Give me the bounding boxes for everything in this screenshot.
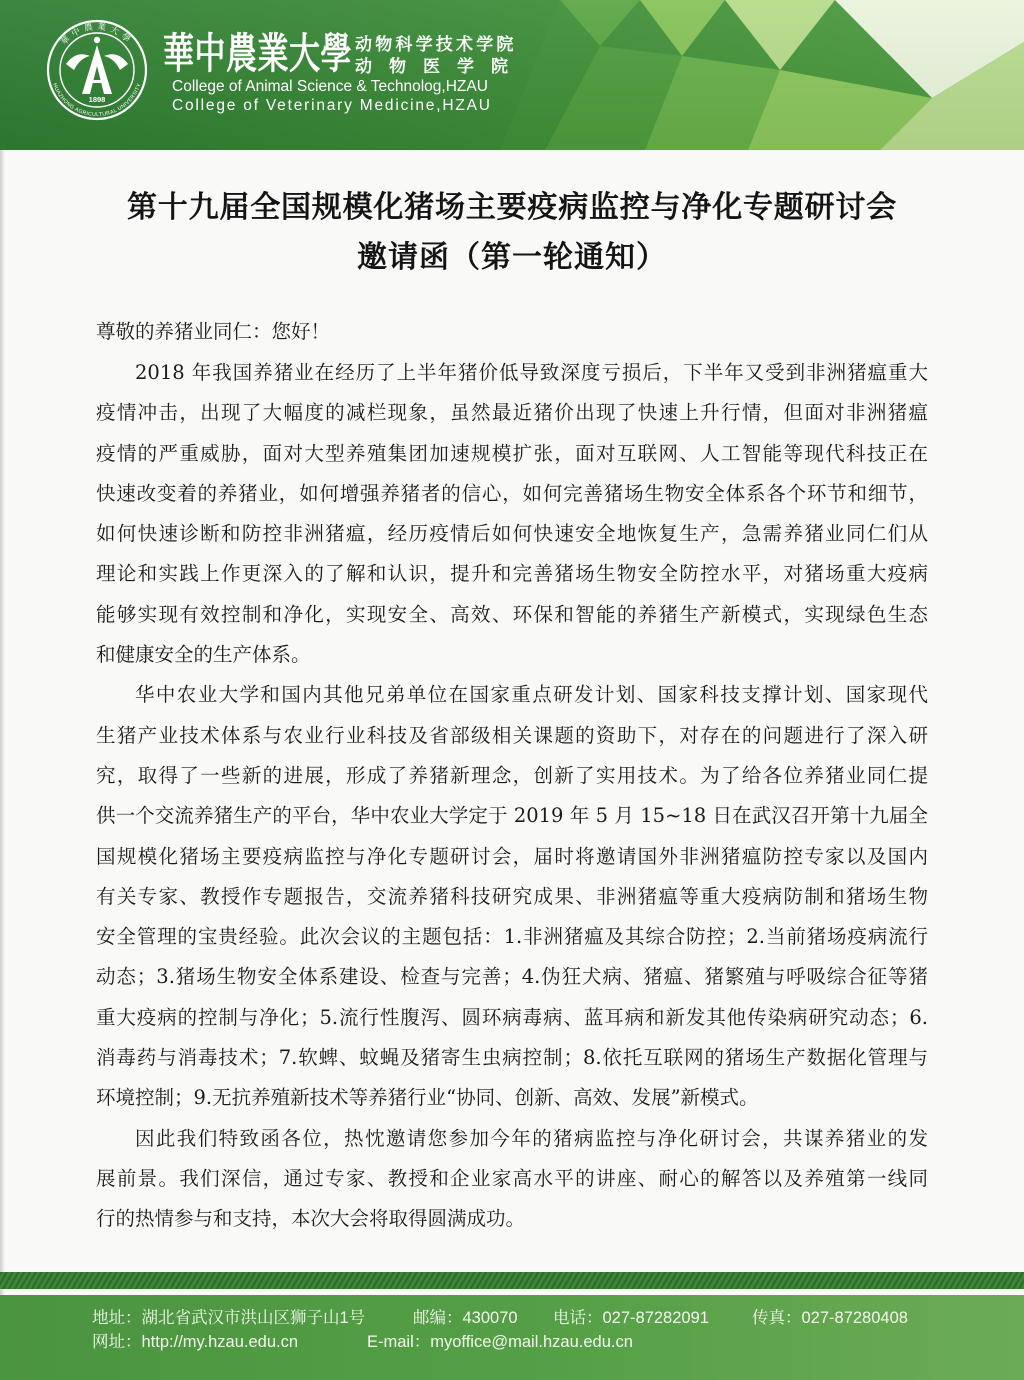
letterhead-banner — [0, 0, 1024, 152]
seal-ring-text-top-path: 華中農業大學 — [59, 22, 135, 48]
body-line: 展前景。我们深信，通过专家、教授和企业家高水平的讲座、耐心的解答以及养殖第一线同 — [96, 1166, 928, 1190]
footer-fax: 传真：027-87280408 — [752, 1309, 908, 1327]
body-line: 动态；3.猪场生物安全体系建设、检查与完善；4.伪狂犬病、猪瘟、猪繁殖与呼吸综合征等猪 — [96, 965, 928, 989]
body-line: 因此我们特致函各位，热忱邀请您参加今年的猪病监控与净化研讨会，共谋养猪业的发 — [135, 1126, 928, 1150]
body-line: 如何快速诊断和防控非洲猪瘟，经历疫情后如何快速安全地恢复生产，急需养猪业同仁们从 — [96, 522, 928, 546]
document-subtitle: 邀请函（第一轮通知） — [357, 240, 667, 275]
letterhead-footer — [0, 1295, 1024, 1380]
seal-emblem-bar — [87, 80, 107, 83]
greeting: 尊敬的养猪业同仁：您好！ — [96, 320, 331, 343]
body-line: 和健康安全的生产体系。 — [96, 643, 311, 667]
letter-body — [96, 310, 928, 1240]
college-name-cn-veterinary: 动物医学院 — [355, 57, 525, 77]
seal-emblem-dot — [94, 37, 100, 43]
paragraph-2 — [96, 675, 928, 1118]
paragraph-3 — [96, 1119, 928, 1240]
footer-stripe-band — [0, 1272, 1024, 1289]
college-name-en-veterinary: College of Veterinary Medicine,HZAU — [172, 97, 492, 114]
footer-website: 网址：http://my.hzau.edu.cn — [92, 1333, 299, 1351]
body-line: 快速改变着的养猪业，如何增强养猪者的信心，如何完善猪场生物安全体系各个环节和细节， — [96, 481, 928, 505]
body-line: 安全管理的宝贵经验。此次会议的主题包括：1.非洲猪瘟及其综合防控；2.当前猪场疫病流行 — [96, 925, 928, 949]
body-line: 理论和实践上作更深入的了解和认识，提升和完善猪场生物安全防控水平，对猪场重大疫病 — [96, 562, 928, 586]
seal-founding-year: 1898 — [88, 95, 106, 104]
body-line: 2018 年我国养猪业在经历了上半年猪价低导致深度亏损后，下半年又受到非洲猪瘟重大 — [135, 361, 928, 384]
body-line: 生猪产业技术体系与农业行业科技及省部级相关课题的资助下，对存在的问题进行了深入研 — [96, 723, 928, 747]
body-line: 行的热情参与和支持，本次大会将取得圆满成功。 — [96, 1207, 526, 1231]
body-line: 疫情的严重威胁，面对大型养殖集团加速规模扩张，面对互联网、人工智能等现代科技正在 — [96, 441, 928, 465]
footer-phone: 电话：027-87282091 — [553, 1309, 709, 1327]
paragraph-1 — [96, 353, 928, 675]
body-line: 疫情冲击，出现了大幅度的减栏现象，虽然最近猪价出现了快速上升行情，但面对非洲猪瘟 — [96, 401, 928, 425]
college-name-cn-animal-science: 动物科学技术学院 — [355, 35, 517, 55]
document-title: 第十九届全国规模化猪场主要疫病监控与净化专题研讨会 — [127, 190, 897, 225]
body-line: 有关专家、教授作专题报告，交流养猪科技研究成果、非洲猪瘟等重大疫病防制和猪场生物 — [96, 884, 928, 908]
body-line: 国规模化猪场主要疫病监控与净化专题研讨会，届时将邀请国外非洲猪瘟防控专家以及国内 — [96, 844, 928, 868]
body-line: 华中农业大学和国内其他兄弟单位在国家重点研发计划、国家科技支撑计划、国家现代 — [135, 683, 928, 707]
body-line: 重大疫病的控制与净化；5.流行性腹泻、圆环病毒病、蓝耳病和新发其他传染病研究动态；6. — [96, 1005, 928, 1029]
body-line: 消毒药与消毒技术；7.软蜱、蚊蝇及猪寄生虫病控制；8.依托互联网的猪场生产数据化管理与 — [96, 1046, 928, 1070]
body-line: 环境控制；9.无抗养殖新技术等养猪行业“协同、创新、高效、发展”新模式。 — [96, 1086, 759, 1110]
body-line: 供一个交流养猪生产的平台，华中农业大学定于 2019 年 5 月 15~18 日在武汉召开第十九届全 — [96, 804, 928, 828]
university-name: 華中農業大學 — [163, 30, 352, 79]
college-name-en-animal-science: College of Animal Science & Technolog,HZAU — [172, 78, 488, 95]
footer-email: E-mail：myoffice@mail.hzau.edu.cn — [367, 1333, 633, 1351]
footer-address: 地址：湖北省武汉市洪山区狮子山1号 — [92, 1309, 366, 1327]
footer-postcode: 邮编：430070 — [413, 1309, 518, 1327]
body-line: 究，取得了一些新的进展，形成了养猪新理念，创新了实用技术。为了给各位养猪业同仁提 — [96, 763, 928, 787]
body-line: 能够实现有效控制和净化，实现安全、高效、环保和智能的养猪生产新模式，实现绿色生态 — [96, 602, 928, 626]
seal-ring-text-bottom-path: HUAZHONG AGRICULTURAL UNIVERSITY — [51, 82, 143, 119]
